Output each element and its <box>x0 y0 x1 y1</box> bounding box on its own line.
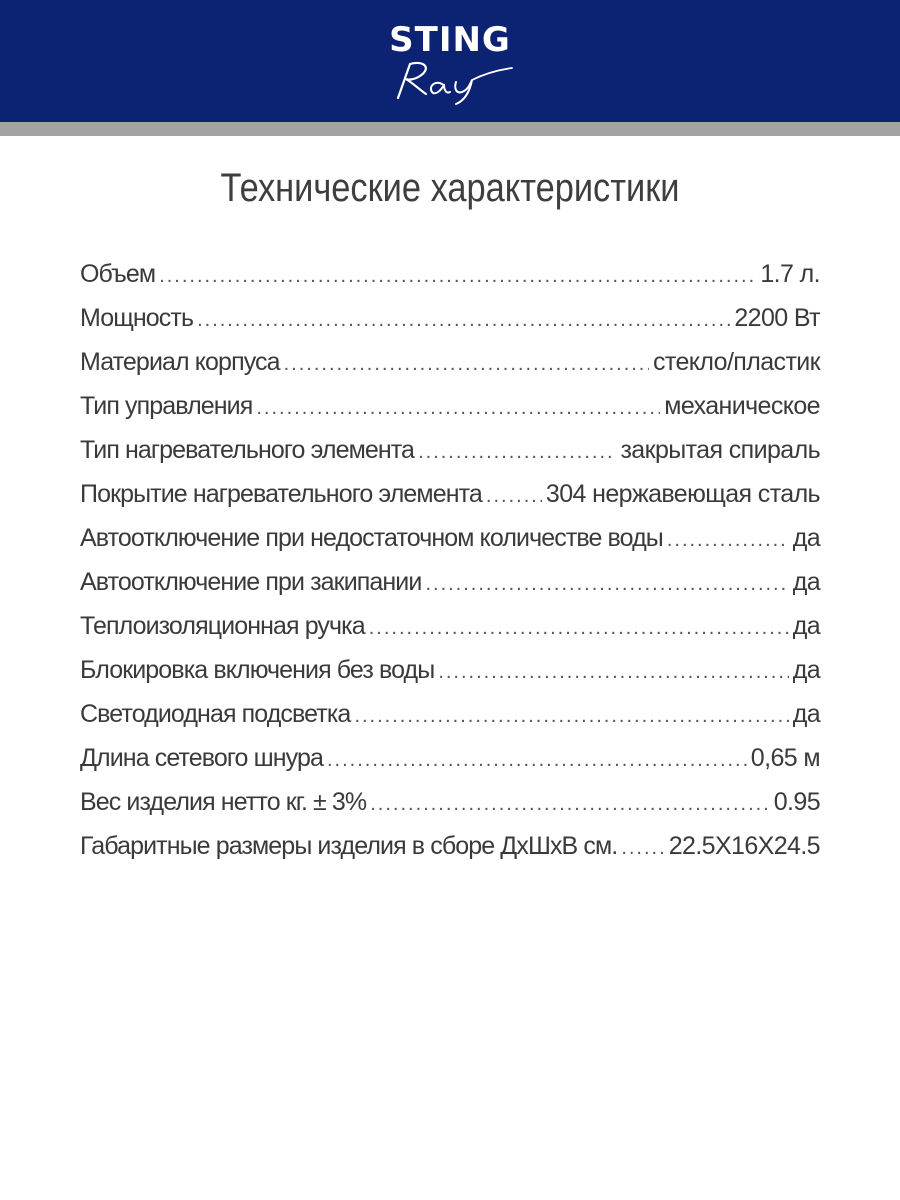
spec-row-auto-off-low-water <box>80 516 820 560</box>
spec-label: Светодиодная подсветка <box>80 700 351 728</box>
spec-label: Покрытие нагревательного элемента <box>80 480 482 508</box>
spec-row-net-weight <box>80 780 820 824</box>
spec-row-heating-element-coating <box>80 472 820 516</box>
spec-value: да <box>792 700 820 728</box>
spec-row-dimensions <box>80 824 820 868</box>
spec-row-volume <box>80 252 820 296</box>
dot-leader <box>438 650 788 694</box>
spec-label: Вес изделия нетто кг. ± 3% <box>80 788 367 816</box>
dot-leader <box>256 386 660 430</box>
spec-value: 0,65 м <box>750 744 820 772</box>
spec-row-cord-length <box>80 736 820 780</box>
dot-leader <box>354 694 788 738</box>
spec-label: Тип нагревательного элемента <box>80 436 415 464</box>
dot-leader <box>284 342 649 386</box>
spec-value: 0.95 <box>773 788 820 816</box>
spec-label: Блокировка включения без воды <box>80 656 435 684</box>
header-banner <box>0 0 900 122</box>
brand-name: STING <box>389 20 511 60</box>
header-divider-strip <box>0 122 900 136</box>
spec-row-heating-element-type <box>80 428 820 472</box>
spec-row-dry-start-lock <box>80 648 820 692</box>
spec-label: Теплоизоляционная ручка <box>80 612 365 640</box>
spec-value: 22.5X16X24.5 <box>668 832 820 860</box>
spec-value: да <box>792 524 820 552</box>
dot-leader <box>370 782 769 826</box>
spec-row-led-backlight <box>80 692 820 736</box>
spec-label: Автоотключение при закипании <box>80 568 422 596</box>
dot-leader <box>159 254 756 298</box>
spec-row-control-type <box>80 384 820 428</box>
dot-leader <box>418 430 616 474</box>
spec-label: Объем <box>80 260 156 288</box>
spec-row-insulated-handle <box>80 604 820 648</box>
dot-leader <box>667 518 789 562</box>
spec-label: Габаритные размеры изделия в сборе ДхШхВ см. <box>80 832 618 860</box>
dot-leader <box>425 562 788 606</box>
brand-logo <box>300 14 600 106</box>
dot-leader <box>197 298 730 342</box>
spec-row-body-material <box>80 340 820 384</box>
spec-value: да <box>792 656 820 684</box>
spec-value: закрытая спираль <box>620 436 820 464</box>
spec-row-power <box>80 296 820 340</box>
dot-leader <box>369 606 789 650</box>
dot-leader <box>486 474 542 518</box>
page-title: Технические характеристики <box>220 166 680 210</box>
spec-label: Длина сетевого шнура <box>80 744 323 772</box>
spec-value: механическое <box>664 392 820 420</box>
dot-leader <box>621 826 664 870</box>
dot-leader <box>327 738 747 782</box>
spec-label: Тип управления <box>80 392 253 420</box>
spec-value: стекло/пластик <box>653 348 820 376</box>
brand-script-ray <box>380 54 520 106</box>
spec-list <box>80 252 820 868</box>
spec-label: Автоотключение при недостаточном количестве воды <box>80 524 663 552</box>
spec-value: 2200 Вт <box>734 304 820 332</box>
spec-row-auto-off-boiling <box>80 560 820 604</box>
spec-label: Материал корпуса <box>80 348 280 376</box>
spec-label: Мощность <box>80 304 194 332</box>
spec-value: да <box>792 612 820 640</box>
spec-value: 304 нержавеющая сталь <box>545 480 820 508</box>
spec-value: да <box>792 568 820 596</box>
spec-value: 1.7 л. <box>760 260 820 288</box>
